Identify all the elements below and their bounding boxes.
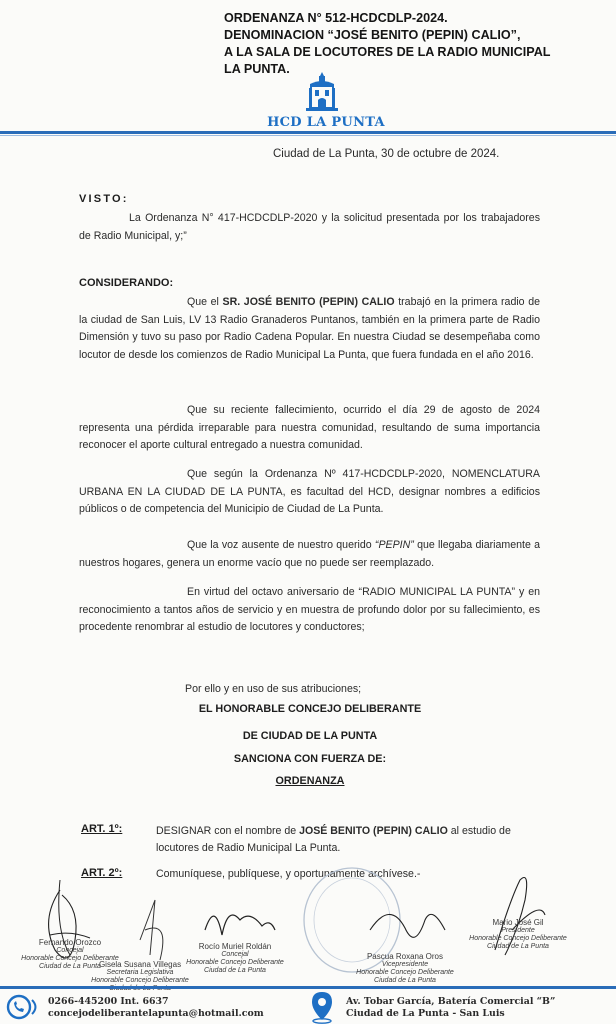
signer-name: Mario José Gil bbox=[492, 918, 544, 927]
signature-gil bbox=[458, 918, 578, 951]
header-divider-thin bbox=[0, 135, 616, 136]
signer-org: Honorable Concejo Deliberante bbox=[91, 977, 189, 984]
signer-name: Pascua Roxana Oros bbox=[366, 952, 444, 961]
signature-oros bbox=[350, 952, 460, 985]
signer-org: Honorable Concejo Deliberante bbox=[21, 955, 119, 962]
footer-address-line-1: Av. Tobar García, Batería Comercial “B” bbox=[346, 996, 556, 1007]
signer-org: Honorable Concejo Deliberante bbox=[356, 969, 454, 976]
council-line-1: EL HONORABLE CONCEJO DELIBERANTE bbox=[198, 703, 422, 715]
signer-name: Rocío Muriel Roldán bbox=[198, 942, 272, 951]
ordinance-heading bbox=[224, 10, 604, 78]
article-1-text-end: al estudio de locutores de Radio Municipal La Punta. bbox=[156, 825, 511, 854]
signer-org: Honorable Concejo Deliberante bbox=[186, 959, 284, 966]
considerando-label: CONSIDERANDO: bbox=[79, 277, 174, 289]
signer-role: Concejal bbox=[221, 951, 249, 958]
building-logo-icon bbox=[302, 70, 342, 114]
p4-text-end: que llegaba diariamente a nuestros hogares, genera un enorme vacío que no puede ser reemplazado. bbox=[79, 539, 541, 569]
location-pin-icon bbox=[308, 990, 336, 1024]
footer-address-line-2: Ciudad de La Punta - San Luis bbox=[346, 1008, 505, 1019]
footer-divider bbox=[0, 986, 616, 989]
pepin-nickname: “PEPIN” bbox=[374, 539, 414, 551]
por-ello-line: Por ello y en uso de sus atribuciones; bbox=[185, 683, 362, 695]
heading-line-3: A LA SALA DE LOCUTORES DE LA RADIO MUNICIPAL bbox=[224, 45, 551, 59]
signer-role: Vicepresidente bbox=[381, 961, 429, 968]
considerando-paragraph-4 bbox=[79, 537, 540, 572]
phone-icon bbox=[6, 994, 42, 1020]
council-line-2: DE CIUDAD DE LA PUNTA bbox=[242, 730, 378, 742]
article-1-label: ART. 1º: bbox=[81, 823, 123, 835]
considerando-paragraph-5: En virtud del octavo aniversario de “RADIO MUNICIPAL LA PUNTA” y en reconocimiento a tantos años de servicio y en muestra de profundo dolor por su fallecimiento, es procedente renombrar al estudio de locutores y conductores; bbox=[79, 586, 540, 634]
logo-text: HCD LA PUNTA bbox=[267, 115, 385, 130]
article-1-text bbox=[156, 823, 540, 857]
visto-label: VISTO: bbox=[79, 193, 129, 205]
signer-city: Ciudad de La Punta bbox=[204, 967, 266, 974]
signer-role: Secretaria Legislativa bbox=[106, 969, 174, 976]
footer-contact bbox=[48, 996, 264, 1020]
footer-address bbox=[346, 996, 555, 1020]
header-divider bbox=[0, 131, 616, 134]
signer-city: Ciudad de La Punta bbox=[39, 963, 101, 970]
footer-email: concejodeliberantelapunta@hotmail.com bbox=[48, 1008, 264, 1019]
signer-name: Gisela Susana Villegas bbox=[98, 960, 182, 969]
signer-name: Fernando Orozco bbox=[38, 938, 102, 947]
signer-role: Presidente bbox=[501, 927, 535, 934]
considerando-paragraph-3: Que según la Ordenanza Nº 417-HCDCDLP-2020, NOMENCLATURA URBANA EN LA CIUDAD DE LA PUNTA, es facultad del HCD, designar nombres a edificios públicos o de competencia del Municipio de Ciudad de La Punta. bbox=[79, 468, 540, 516]
honoree-name: SR. JOSÉ BENITO (PEPIN) CALIO bbox=[222, 296, 395, 308]
signer-city: Ciudad de La Punta bbox=[487, 943, 549, 950]
p4-text-start: Que la voz ausente de nuestro querido bbox=[187, 539, 375, 551]
document-date: Ciudad de La Punta, 30 de octubre de 2024. bbox=[273, 148, 500, 160]
p1-text-start: Que el bbox=[187, 296, 223, 308]
signer-city: Ciudad de La Punta bbox=[374, 977, 436, 984]
signer-role: Concejal bbox=[56, 947, 84, 954]
considerando-paragraph-2: Que su reciente fallecimiento, ocurrido el día 29 de agosto de 2024 representa una pérdida irreparable para nuestra comunidad, resultando de suma importancia reconocer el aporte cultural entregado a nuestra comunidad. bbox=[79, 404, 540, 452]
signature-roldan bbox=[180, 942, 290, 975]
council-line-3: SANCIONA CON FUERZA DE: bbox=[233, 753, 387, 765]
signer-org: Honorable Concejo Deliberante bbox=[469, 935, 567, 942]
article-2-label: ART. 2º: bbox=[81, 867, 123, 879]
footer-phone: 0266-445200 Int. 6637 bbox=[48, 996, 169, 1007]
visto-paragraph: La Ordenanza N° 417-HCDCDLP-2020 y la solicitud presentada por los trabajadores de Radio Municipal, y;” bbox=[79, 212, 540, 242]
ordenanza-title: ORDENANZA bbox=[275, 775, 345, 787]
article-1-honoree: JOSÉ BENITO (PEPIN) CALIO bbox=[299, 825, 448, 837]
considerando-paragraph-1 bbox=[79, 294, 540, 364]
heading-line-1: ORDENANZA N° 512-HCDCDLP-2024. bbox=[224, 11, 448, 25]
article-1-text-start: DESIGNAR con el nombre de bbox=[156, 825, 300, 837]
heading-line-4: LA PUNTA. bbox=[224, 62, 290, 76]
heading-line-2: DENOMINACION “JOSÉ BENITO (PEPIN) CALIO”, bbox=[224, 28, 521, 42]
article-2-text: Comuníquese, publíquese, y oportunamente archívese.- bbox=[156, 868, 421, 880]
p1-text-end: trabajó en la primera radio de la ciudad de San Luis, LV 13 Radio Granaderos Puntanos, también en la primera parte de Radio Dimensión y tuvo su paso por Radio Cadena Popular. En nuestra Ciudad se desempeñaba como locutor de desde los comienzos de Radio Municipal La Punta, que fuera fundada en el año 2016. bbox=[79, 296, 540, 361]
